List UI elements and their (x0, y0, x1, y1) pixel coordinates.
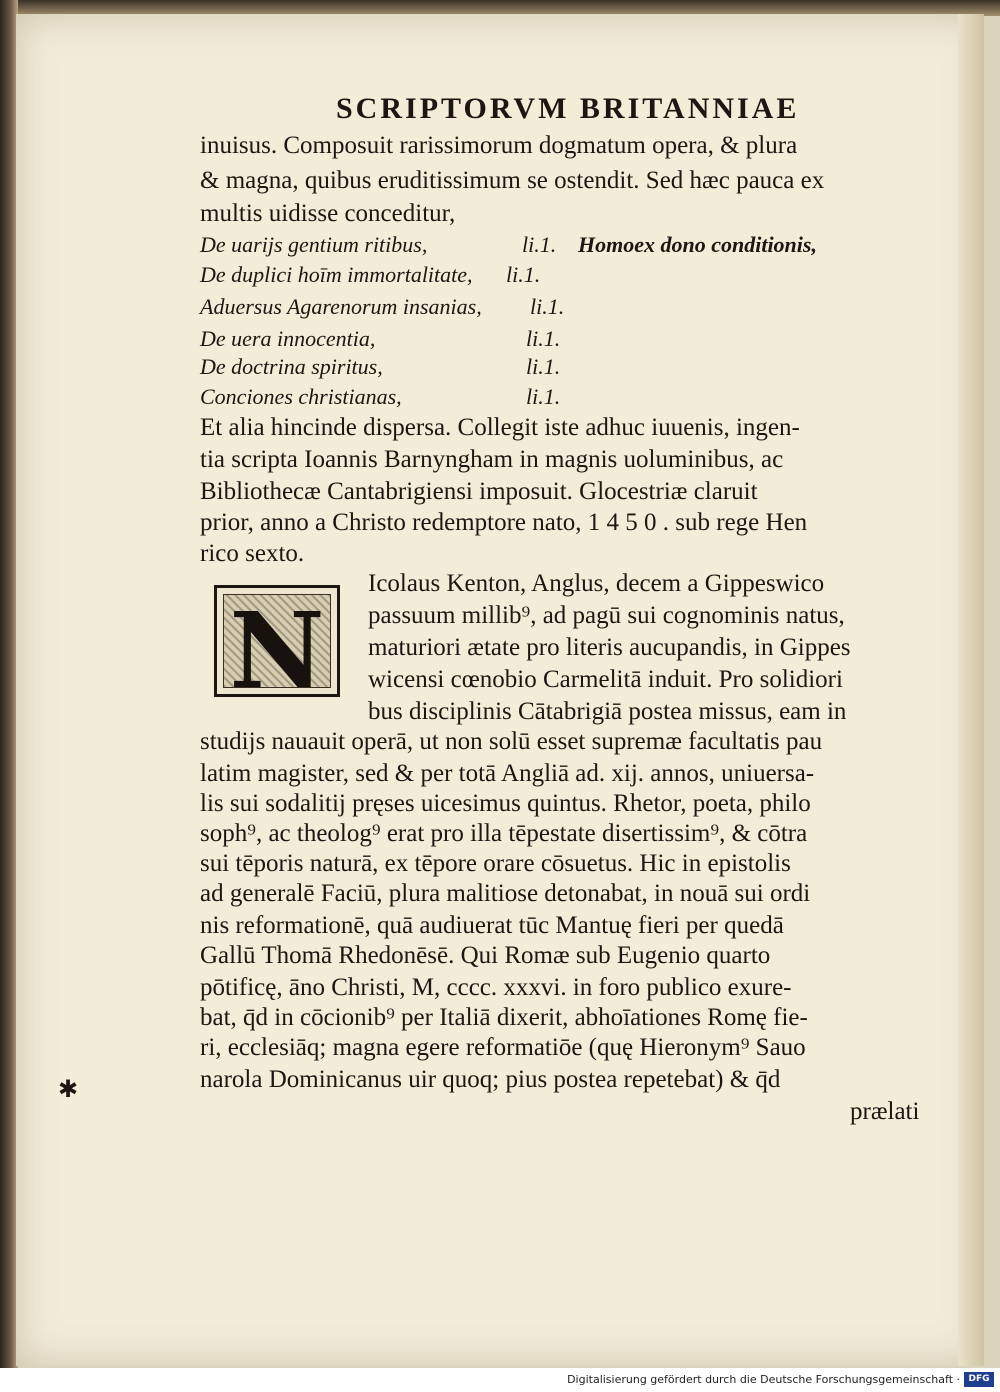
catalog-title: De uera innocentia, (200, 326, 376, 351)
catchword: prælati (850, 1098, 920, 1125)
entry-line: ad generalē Faciū, plura malitiose detonabat, in nouā sui ordi (200, 880, 811, 907)
catalog-lib: li.1. (526, 326, 561, 351)
entry-line: passuum millib⁹, ad pagū sui cognominis natus, (368, 602, 845, 629)
catalog-lib: li.1. (526, 384, 561, 409)
catalog-lib: li.1. (526, 354, 561, 379)
entry-line: studijs nauauit operā, ut non solū esset supremæ facultatis pau (200, 728, 823, 755)
catalog-lib: li.1. (530, 294, 565, 319)
entry-line: wicensi cœnobio Carmelitā induit. Pro solidiori (368, 666, 843, 693)
dfg-logo: DFG (964, 1372, 994, 1387)
entry-line: narola Dominicanus uir quoq; pius postea repetebat) & q̄d (200, 1066, 781, 1093)
page-gutter (958, 14, 984, 1366)
intro-line: multis uidisse conceditur, (200, 200, 456, 227)
entry-line: Icolaus Kenton, Anglus, decem a Gippeswico (368, 570, 825, 597)
running-head: SCRIPTORVM BRITANNIAE (336, 92, 800, 125)
catalog-title: De uarijs gentium ritibus, (200, 232, 428, 257)
entry-line: latim magister, sed & per totā Angliā ad. xij. annos, uniuersa- (200, 760, 815, 787)
entry-line: Gallū Thomā Rhedonēsē. Qui Romæ sub Eugenio quarto (200, 942, 771, 969)
catalog-extra: Homoex dono conditionis, (578, 232, 817, 257)
intro-line: & magna, quibus eruditissimum se ostendit. Sed hæc pauca ex (200, 167, 825, 194)
entry-line: maturiori ætate pro literis aucupandis, in Gippes (368, 634, 851, 661)
drop-cap-woodcut (223, 589, 331, 697)
catalog-lib: li.1. (522, 232, 557, 257)
entry-line: nis reformationē, quā audiuerat tūc Mantuę fieri per quedā (200, 912, 784, 939)
entry-line: soph⁹, ac theolog⁹ erat pro illa tēpestate disertissim⁹, & cōtra (200, 820, 808, 847)
entry-line: bat, q̄d in cōcionib⁹ per Italiā dixerit, abhoīationes Romę fie- (200, 1004, 808, 1031)
paragraph-line: Et alia hincinde dispersa. Collegit iste adhuc iuuenis, ingen- (200, 414, 800, 441)
catalog-title: De duplici hoīm immortalitate, (200, 262, 473, 287)
entry-line: bus disciplinis Cātabrigiā postea missus, eam in (368, 698, 847, 725)
drop-cap-letter: N (229, 589, 325, 697)
entry-line: lis sui sodalitij pręses uicesimus quintus. Rhetor, poeta, philo (200, 790, 811, 817)
paragraph-line: rico sexto. (200, 540, 305, 567)
catalog-title: De doctrina spiritus, (200, 354, 383, 379)
entry-line: ri, ecclesiāq; magna egere reformatiōe (quę Hieronym⁹ Sauo (200, 1034, 806, 1061)
paragraph-line: Bibliothecæ Cantabrigiensi imposuit. Glocestriæ claruit (200, 478, 758, 505)
catalog-lib: li.1. (506, 262, 541, 287)
catalog-title: Aduersus Agarenorum insanias, (200, 294, 482, 319)
entry-line: sui tēporis naturā, ex tēpore orare cōsuetus. Hic in epistolis (200, 850, 791, 877)
asterisk-ornament-icon: ✱ (58, 1075, 79, 1103)
paragraph-line: tia scripta Ioannis Barnyngham in magnis uoluminibus, ac (200, 446, 784, 473)
drop-cap-initial (214, 585, 340, 697)
catalog-title: Conciones christianas, (200, 384, 402, 409)
footer-credit: Digitalisierung gefördert durch die Deutsche Forschungsgemeinschaft · (567, 1373, 960, 1386)
paragraph-line: prior, anno a Christo redemptore nato, 1 4 5 0 . sub rege Hen (200, 509, 808, 536)
intro-line: inuisus. Composuit rarissimorum dogmatum opera, & plura (200, 132, 798, 159)
entry-line: pōtificę, āno Christi, M, cccc. xxxvi. in foro publico exure- (200, 974, 792, 1001)
